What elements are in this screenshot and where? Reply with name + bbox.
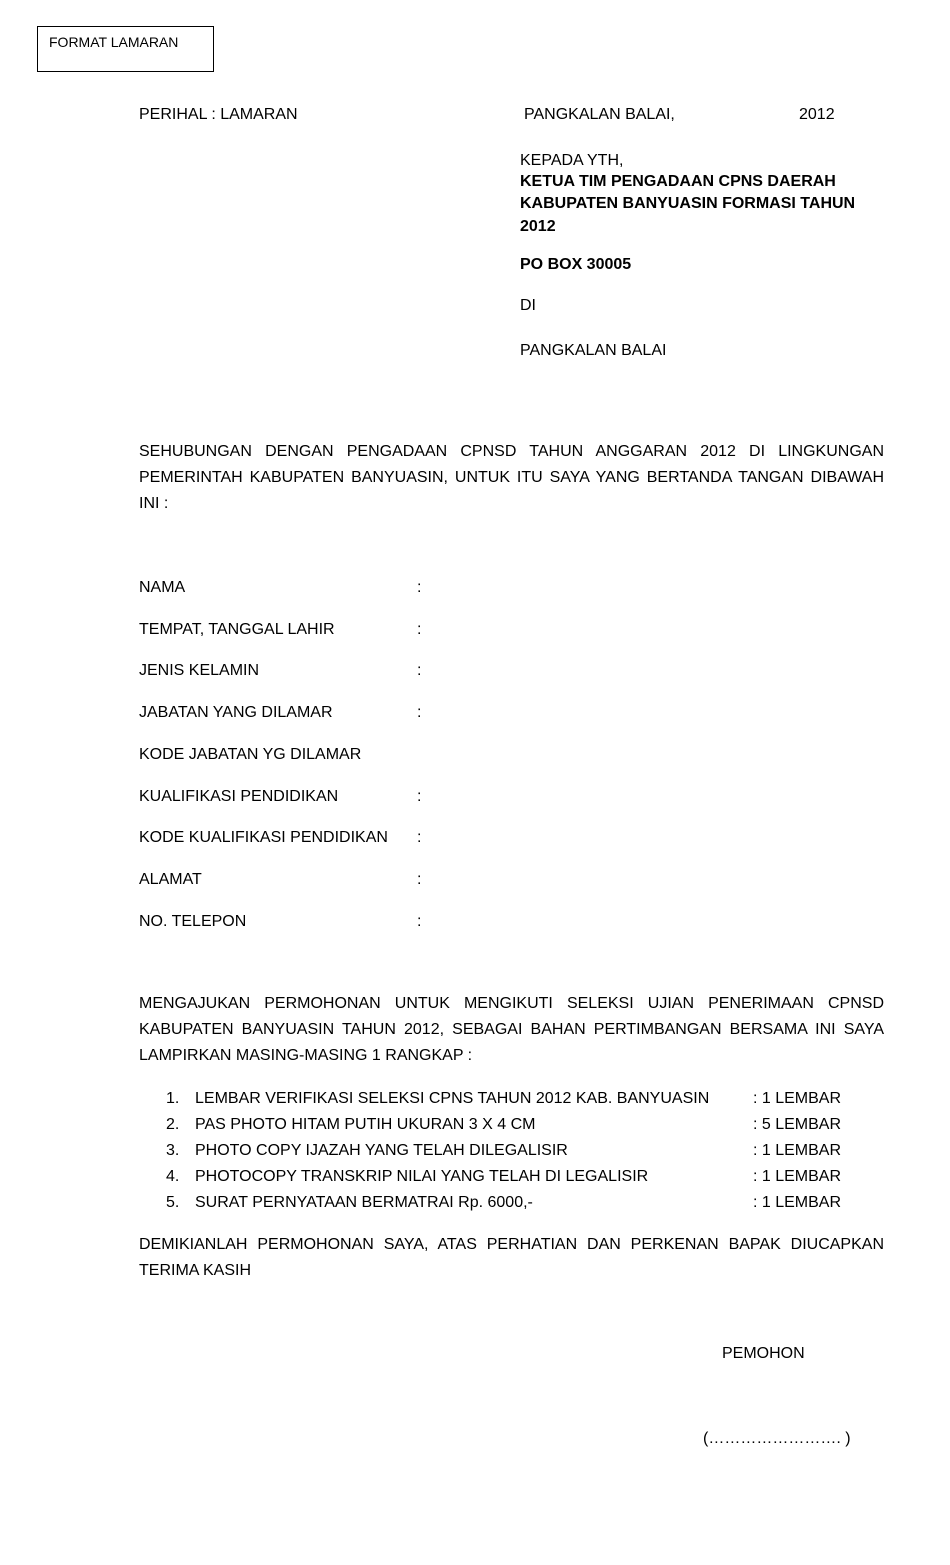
attachment-number: 3. — [166, 1142, 180, 1159]
format-label: FORMAT LAMARAN — [49, 34, 179, 50]
recipient-line-1: KETUA TIM PENGADAAN CPNS DAERAH — [520, 173, 836, 190]
attachment-number: 2. — [166, 1116, 180, 1133]
recipient-city: PANGKALAN BALAI — [520, 342, 667, 359]
attachment-number: 4. — [166, 1168, 180, 1185]
signature-placeholder: (……………………. ) — [703, 1430, 851, 1447]
subject-line: PERIHAL : LAMARAN — [139, 106, 298, 123]
recipient-line-3: 2012 — [520, 218, 556, 235]
attachment-text: PHOTOCOPY TRANSKRIP NILAI YANG TELAH DI LEGALISIR — [195, 1168, 649, 1185]
signature-title: PEMOHON — [722, 1345, 805, 1362]
attachment-number: 1. — [166, 1090, 180, 1107]
intro-paragraph: SEHUBUNGAN DENGAN PENGADAAN CPNSD TAHUN ANGGARAN 2012 DI LINGKUNGAN PEMERINTAH KABUPATEN BANYUASIN, UNTUK ITU SAYA YANG BERTANDA TANGAN DIBAWAH INI : — [139, 443, 884, 512]
attachment-text: PAS PHOTO HITAM PUTIH UKURAN 3 X 4 CM — [195, 1116, 536, 1133]
field-label-kode-kualifikasi: KODE KUALIFIKASI PENDIDIKAN — [139, 829, 388, 846]
attachment-number: 5. — [166, 1194, 180, 1211]
recipient-po-box: PO BOX 30005 — [520, 256, 632, 273]
field-colon-nama: : — [417, 579, 422, 596]
attachment-quantity: : 1 LEMBAR — [753, 1142, 842, 1159]
field-colon-kode-kualifikasi: : — [417, 829, 422, 846]
recipient-di: DI — [520, 297, 536, 314]
format-label-box — [37, 26, 214, 72]
attachment-quantity: : 5 LEMBAR — [753, 1116, 842, 1133]
field-colon-ttl: : — [417, 621, 422, 638]
letter-year: 2012 — [799, 106, 835, 123]
field-label-kode-jabatan: KODE JABATAN YG DILAMAR — [139, 746, 362, 763]
attachment-text: SURAT PERNYATAAN BERMATRAI Rp. 6000,- — [195, 1194, 533, 1211]
attachment-text: PHOTO COPY IJAZAH YANG TELAH DILEGALISIR — [195, 1142, 568, 1159]
field-label-alamat: ALAMAT — [139, 871, 202, 888]
field-colon-alamat: : — [417, 871, 422, 888]
field-label-jenis-kelamin: JENIS KELAMIN — [139, 662, 260, 679]
field-colon-jabatan: : — [417, 704, 422, 721]
field-colon-kualifikasi: : — [417, 788, 422, 805]
field-colon-jenis-kelamin: : — [417, 662, 422, 679]
field-colon-telepon: : — [417, 913, 422, 930]
field-label-kualifikasi: KUALIFIKASI PENDIDIKAN — [139, 788, 339, 805]
request-paragraph: MENGAJUKAN PERMOHONAN UNTUK MENGIKUTI SELEKSI UJIAN PENERIMAAN CPNSD KABUPATEN BANYUASIN TAHUN 2012, SEBAGAI BAHAN PERTIMBANGAN BERSAMA INI SAYA LAMPIRKAN MASING-MASING 1 RANGKAP : — [139, 995, 884, 1064]
attachment-quantity: : 1 LEMBAR — [753, 1168, 842, 1185]
recipient-salutation: KEPADA YTH, — [520, 152, 624, 169]
attachment-quantity: : 1 LEMBAR — [753, 1090, 842, 1107]
field-label-jabatan: JABATAN YANG DILAMAR — [139, 704, 333, 721]
place-date: PANGKALAN BALAI, — [524, 106, 675, 123]
field-label-ttl: TEMPAT, TANGGAL LAHIR — [139, 621, 335, 638]
attachment-quantity: : 1 LEMBAR — [753, 1194, 842, 1211]
field-label-nama: NAMA — [139, 579, 186, 596]
attachment-text: LEMBAR VERIFIKASI SELEKSI CPNS TAHUN 2012 KAB. BANYUASIN — [195, 1090, 710, 1107]
field-label-telepon: NO. TELEPON — [139, 913, 247, 930]
closing-paragraph: DEMIKIANLAH PERMOHONAN SAYA, ATAS PERHATIAN DAN PERKENAN BAPAK DIUCAPKAN TERIMA KASIH — [139, 1236, 884, 1279]
recipient-line-2: KABUPATEN BANYUASIN FORMASI TAHUN — [520, 195, 856, 212]
